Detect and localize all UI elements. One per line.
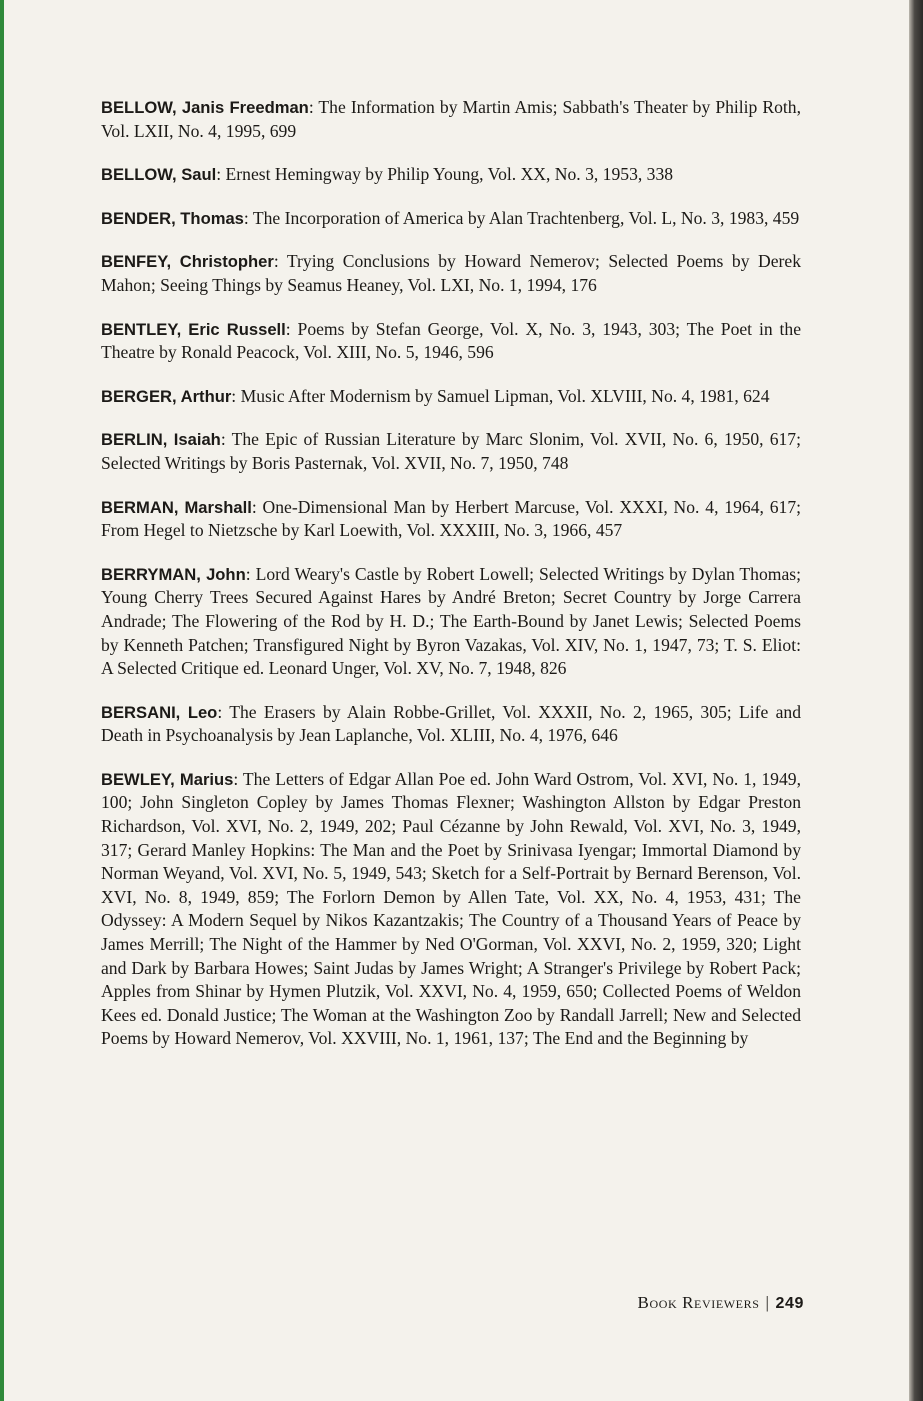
reviewer-name: BENTLEY, Eric Russell xyxy=(101,319,286,339)
reviewer-name: BERLIN, Isaiah xyxy=(101,430,221,450)
page-footer xyxy=(638,1293,805,1313)
entry-berlin xyxy=(101,428,801,475)
entry-bellow-janis xyxy=(101,96,801,143)
entry-text: : The Epic of Russian Literature by Marc Slonim, Vol. XVII, No. 6, 1950, 617; Selected Writings by Boris Pasternak, Vol. XVII, No. 7, 1950, 748 xyxy=(101,429,801,473)
entry-text: : Lord Weary's Castle by Robert Lowell; Selected Writings by Dylan Thomas; Young Cherry Trees Secured Against Hares by André Breton; Secret Country by Jorge Carrera Andrade; The Flowering of the Rod by H. D.; The Earth-Bound by Janet Lewis; Selected Poems by Kenneth Patchen; Transfigured Night by Byron Vazakas, Vol. XIV, No. 1, 1947, 73; T. S. Eliot: A Selected Critique ed. Leonard Unger, Vol. XV, No. 7, 1948, 826 xyxy=(101,563,801,679)
page-edge-shadow xyxy=(909,0,923,1401)
entry-text: : The Incorporation of America by Alan Trachtenberg, Vol. L, No. 3, 1983, 459 xyxy=(243,207,800,228)
entry-benfey xyxy=(101,250,801,297)
entry-berger xyxy=(101,385,801,409)
footer-separator: | xyxy=(765,1293,770,1312)
entry-berman xyxy=(101,496,801,543)
entry-bentley xyxy=(101,318,801,365)
entry-bersani xyxy=(101,701,801,748)
entry-bellow-saul xyxy=(101,163,801,187)
reviewer-name: BERGER, Arthur xyxy=(101,386,232,406)
reviewer-name: BERRYMAN, John xyxy=(101,564,246,584)
reviewer-name: BELLOW, Janis Freedman xyxy=(101,98,309,117)
running-footer-title: Book Reviewers xyxy=(637,1293,760,1312)
entry-text: : Music After Modernism by Samuel Lipman, Vol. XLVIII, No. 4, 1981, 624 xyxy=(231,385,770,406)
entry-bewley xyxy=(101,768,801,1051)
reviewer-name: BENDER, Thomas xyxy=(101,208,244,228)
entry-text: : Trying Conclusions by Howard Nemerov; Selected Poems by Derek Mahon; Seeing Things by Seamus Heaney, Vol. LXI, No. 1, 1994, 176 xyxy=(101,251,801,295)
entry-text: : The Erasers by Alain Robbe-Grillet, Vol. XXXII, No. 2, 1965, 305; Life and Death in Psychoanalysis by Jean Laplanche, Vol. XLIII, No. 4, 1976, 646 xyxy=(101,701,802,746)
entry-bender xyxy=(101,207,801,231)
reviewer-name: BEWLEY, Marius xyxy=(101,769,234,789)
reviewer-name: BENFEY, Christopher xyxy=(101,252,274,272)
entry-text: : One-Dimensional Man by Herbert Marcuse, Vol. XXXI, No. 4, 1964, 617; From Hegel to Nietzsche by Karl Loewith, Vol. XXXIII, No. 3, 1966, 457 xyxy=(101,496,801,541)
entry-berryman xyxy=(101,563,801,681)
entry-text: : Poems by Stefan George, Vol. X, No. 3, 1943, 303; The Poet in the Theatre by Ronald Peacock, Vol. XIII, No. 5, 1946, 596 xyxy=(101,318,801,363)
index-column xyxy=(101,96,801,1071)
entry-text: : The Information by Martin Amis; Sabbath's Theater by Philip Roth, Vol. LXII, No. 4, 1995, 699 xyxy=(101,97,802,141)
reviewer-name: BERSANI, Leo xyxy=(101,702,218,722)
page-edge-green xyxy=(0,0,4,1401)
page-number: 249 xyxy=(775,1295,804,1312)
entry-text: : Ernest Hemingway by Philip Young, Vol. XX, No. 3, 1953, 338 xyxy=(216,164,674,185)
reviewer-name: BELLOW, Saul xyxy=(101,165,217,185)
entry-text: : The Letters of Edgar Allan Poe ed. John Ward Ostrom, Vol. XVI, No. 1, 1949, 100; John Singleton Copley by James Thomas Flexner; Washington Allston by Edgar Preston Richardson, Vol. XVI, No. 2, 1949, 202; Paul Cézanne by John Rewald, Vol. XVI, No. 3, 1949, 317; Gerard Manley Hopkins: The Man and the Poet by Srinivasa Iyengar; Immortal Diamond by Norman Weyand, Vol. XVI, No. 5, 1949, 543; Sketch for a Self-Portrait by Bernard Berenson, Vol. XVI, No. 8, 1949, 859; The Forlorn Demon by Allen Tate, Vol. XX, No. 4, 1953, 431; The Odyssey: A Modern Sequel by Nikos Kazantzakis; The Country of a Thousand Years of Peace by James Merrill; The Night of the Hammer by Ned O'Gorman, Vol. XXVI, No. 2, 1959, 320; Light and Dark by Barbara Howes; Saint Judas by James Wright; A Stranger's Privilege by Robert Pack; Apples from Shinar by Hymen Plutzik, Vol. XXVI, No. 4, 1959, 650; Collected Poems of Weldon Kees ed. Donald Justice; The Woman at the Washington Zoo by Randall Jarrell; New and Selected Poems by Howard Nemerov, Vol. XXVIII, No. 1, 1961, 137; The End and the Beginning by xyxy=(101,768,801,1049)
reviewer-name: BERMAN, Marshall xyxy=(101,497,252,517)
